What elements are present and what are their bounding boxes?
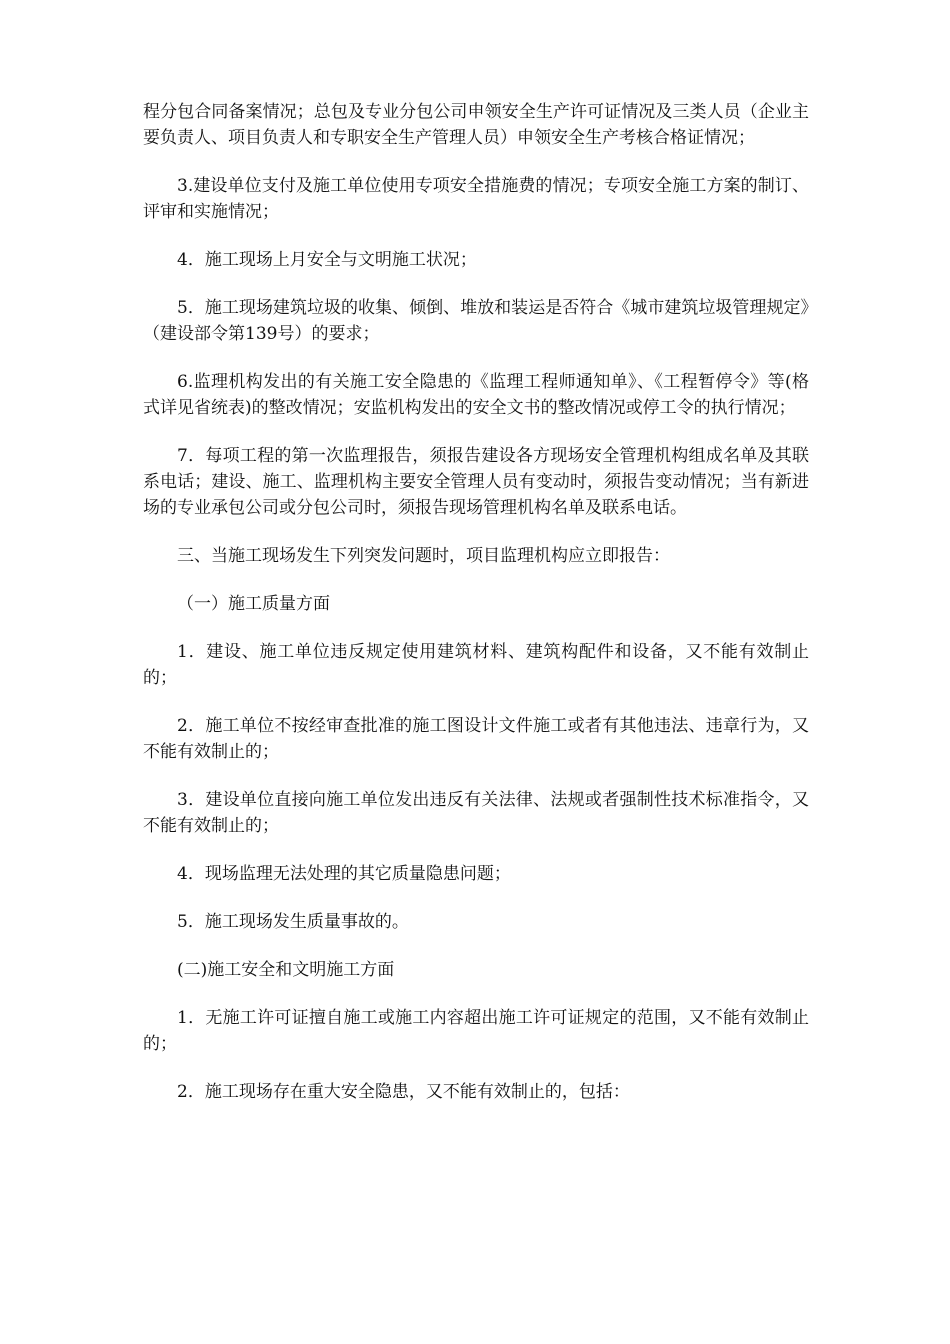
quality-item-3: 3．建设单位直接向施工单位发出违反有关法律、法规或者强制性技术标准指令，又不能有效制止的； <box>143 790 809 836</box>
quality-item-2: 2．施工单位不按经审查批准的施工图设计文件施工或者有其他违法、违章行为，又不能有效制止的； <box>143 716 809 762</box>
safety-item-2: 2．施工现场存在重大安全隐患，又不能有效制止的，包括： <box>177 1082 630 1102</box>
section-heading-3: 三、当施工现场发生下列突发问题时，项目监理机构应立即报告： <box>177 546 670 566</box>
quality-item-5: 5．施工现场发生质量事故的。 <box>177 912 409 932</box>
paragraph-item-3: 3.建设单位支付及施工单位使用专项安全措施费的情况；专项安全施工方案的制订、评审和实施情况； <box>143 176 809 222</box>
paragraph-item-7: 7．每项工程的第一次监理报告，须报告建设各方现场安全管理机构组成名单及其联系电话；建设、施工、监理机构主要安全管理人员有变动时，须报告变动情况；当有新进场的专业承包公司或分包公司时，须报告现场管理机构名单及联系电话。 <box>143 446 809 518</box>
quality-item-1: 1．建设、施工单位违反规定使用建筑材料、建筑构配件和设备，又不能有效制止的； <box>143 642 809 688</box>
subsection-heading-quality: （一）施工质量方面 <box>177 594 330 614</box>
paragraph-item-4: 4．施工现场上月安全与文明施工状况； <box>177 250 477 270</box>
paragraph-continuation: 程分包合同备案情况；总包及专业分包公司申领安全生产许可证情况及三类人员（企业主要负责人、项目负责人和专职安全生产管理人员）申领安全生产考核合格证情况； <box>143 102 809 148</box>
quality-item-4: 4．现场监理无法处理的其它质量隐患问题； <box>177 864 511 884</box>
document-body <box>143 99 809 1127</box>
paragraph-item-6: 6.监理机构发出的有关施工安全隐患的《监理工程师通知单》、《工程暂停令》等(格式详见省统表)的整改情况；安监机构发出的安全文书的整改情况或停工令的执行情况； <box>143 372 809 418</box>
paragraph-item-5: 5．施工现场建筑垃圾的收集、倾倒、堆放和装运是否符合《城市建筑垃圾管理规定》（建设部令第139号）的要求； <box>143 298 809 344</box>
subsection-heading-safety: (二)施工安全和文明施工方面 <box>177 960 395 980</box>
safety-item-1: 1．无施工许可证擅自施工或施工内容超出施工许可证规定的范围，又不能有效制止的； <box>143 1008 809 1054</box>
